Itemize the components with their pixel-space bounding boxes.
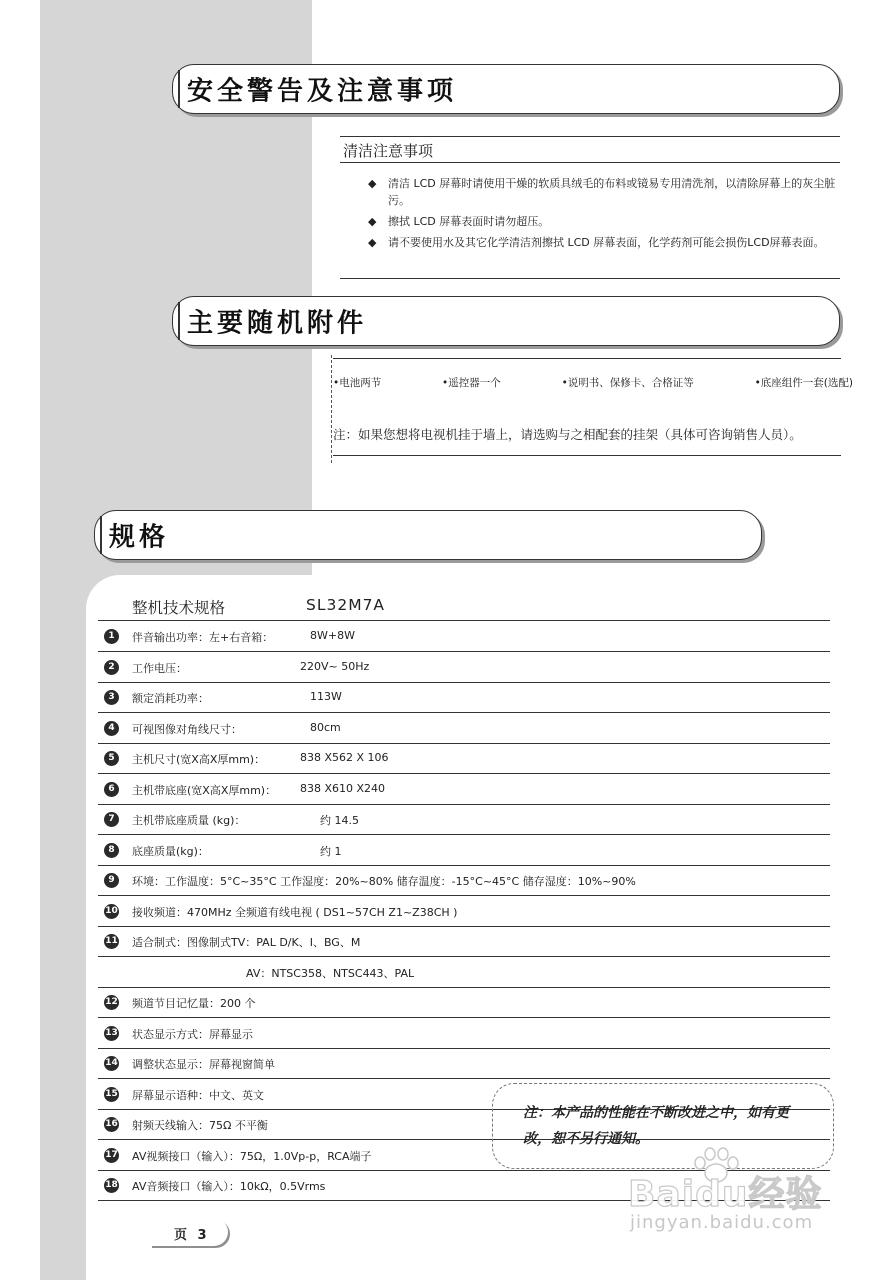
footer-note-box xyxy=(492,1083,834,1169)
safety-title: 安全警告及注意事项 xyxy=(187,76,458,107)
spec-label: 伴音输出功率：左+右音箱： xyxy=(132,631,274,644)
spec-label: 可视图像对角线尺寸： xyxy=(132,722,242,736)
row-number-badge: 1 xyxy=(104,629,119,644)
list-item: ◆ 请不要使用水及其它化学清洁剂擦拭 LCD 屏幕表面，化学药剂可能会损伤LCD屏幕表面。 xyxy=(368,236,825,249)
row-number-badge: 7 xyxy=(104,812,119,827)
table-row xyxy=(98,866,830,896)
watermark-url: jingyan.baidu.com xyxy=(630,1212,814,1233)
row-number-badge: 2 xyxy=(104,660,119,675)
spec-label: 屏幕显示语种：中文、英文 xyxy=(132,1088,264,1102)
spec-label: 额定消耗功率： xyxy=(132,692,209,705)
table-row xyxy=(98,744,830,774)
table-row xyxy=(98,683,830,713)
spec-heading: 整机技术规格 xyxy=(132,599,226,617)
row-number-badge: 12 xyxy=(104,995,119,1010)
accessories-bottom-rule xyxy=(333,455,841,456)
spec-label: 频道节目记忆量：200 个 xyxy=(132,997,256,1010)
cleaning-title-rule xyxy=(340,162,840,163)
spec-label: AV视频接口（输入）：75Ω，1.0Vp-p，RCA端子 xyxy=(132,1149,372,1163)
table-row xyxy=(98,897,830,927)
watermark-brand: Baidu经验 xyxy=(628,1174,823,1215)
spec-value: 838 X610 X240 xyxy=(300,781,386,795)
accessories-dashed-rule xyxy=(331,355,332,463)
spec-label: 射频天线输入：75Ω 不平衡 xyxy=(132,1119,268,1132)
row-number-badge: 11 xyxy=(104,934,119,949)
row-number-badge: 3 xyxy=(104,690,119,705)
spec-value: 80cm xyxy=(310,720,341,734)
spec-label: 工作电压： xyxy=(132,661,187,675)
cleaning-title: 清洁注意事项 xyxy=(343,142,434,160)
row-number-badge: 18 xyxy=(104,1178,119,1193)
list-item: •底座组件一套(选配) xyxy=(754,377,853,389)
section-tab-accessories xyxy=(172,296,840,346)
spec-label: 主机带底座(宽X高X厚mm)： xyxy=(132,783,277,797)
table-row xyxy=(98,836,830,866)
spec-value: 约 1 xyxy=(320,844,342,858)
cleaning-list xyxy=(368,175,838,255)
spec-model: SL32M7A xyxy=(306,596,386,614)
tab-tick-accessories xyxy=(178,302,180,340)
list-item: •遥控器一个 xyxy=(442,377,501,389)
accessories-list xyxy=(333,375,853,390)
wall-mount-note: 注：如果您想将电视机挂于墙上，请选购与之相配套的挂架（具体可咨询销售人员）。 xyxy=(333,427,802,442)
table-row xyxy=(98,927,830,957)
list-item: ◆ 清洁 LCD 屏幕时请使用干燥的软质具绒毛的布料或镜易专用清洗剂，以清除屏幕上的灰尘脏污。 xyxy=(368,177,836,207)
row-number-badge: 16 xyxy=(104,1117,119,1132)
section-tab-safety xyxy=(172,64,840,114)
row-number-badge: 6 xyxy=(104,782,119,797)
row-number-badge: 4 xyxy=(104,721,119,736)
spec-label: AV音频接口（输入）：10kΩ，0.5Vrms xyxy=(132,1180,326,1193)
section-tab-specs xyxy=(94,510,762,560)
spec-label: 接收频道：470MHz 全频道有线电视 ( DS1~57CH Z1~Z38CH ) xyxy=(132,905,458,919)
table-row xyxy=(98,653,830,683)
spec-label: 适合制式：图像制式TV：PAL D/K、I、BG、M xyxy=(132,936,361,949)
spec-label: 主机尺寸(宽X高X厚mm)： xyxy=(132,753,266,766)
row-number-badge: 5 xyxy=(104,751,119,766)
diamond-bullet-icon: ◆ xyxy=(368,177,377,190)
spec-value: 8W+8W xyxy=(310,629,355,642)
table-row xyxy=(98,805,830,835)
spec-label: 底座质量(kg)： xyxy=(132,844,209,858)
spec-value: 220V~ 50Hz xyxy=(300,659,370,673)
row-number-badge: 15 xyxy=(104,1087,119,1102)
footer-note: 注：本产品的性能在不断改进之中，如有更改，恕不另行通知。 xyxy=(523,1105,789,1147)
spec-label: 主机带底座质量 (kg)： xyxy=(132,814,246,827)
list-item: •说明书、保修卡、合格证等 xyxy=(561,377,694,389)
table-row xyxy=(98,622,830,652)
spec-value: 约 14.5 xyxy=(320,814,359,827)
diamond-bullet-icon: ◆ xyxy=(368,236,377,249)
list-item: •电池两节 xyxy=(333,377,382,389)
row-number-badge: 8 xyxy=(104,843,119,858)
table-row xyxy=(98,988,830,1018)
page-number-tab xyxy=(150,1218,228,1246)
table-row xyxy=(98,714,830,744)
diamond-bullet-icon: ◆ xyxy=(368,215,377,228)
table-row xyxy=(98,775,830,805)
tab-tick-specs xyxy=(100,516,102,554)
spec-label: 状态显示方式：屏幕显示 xyxy=(132,1027,253,1041)
row-number-badge: 17 xyxy=(104,1148,119,1163)
cleaning-bottom-rule xyxy=(340,278,840,279)
spec-value: 113W xyxy=(310,690,342,703)
table-row xyxy=(98,1049,830,1079)
cleaning-top-rule xyxy=(340,136,840,137)
spec-value: AV：NTSC358、NTSC443、PAL xyxy=(246,966,415,980)
accessories-title: 主要随机附件 xyxy=(187,308,368,339)
accessories-top-rule xyxy=(333,358,841,359)
spec-label: 环境：工作温度：5°C~35°C 工作湿度：20%~80% 储存温度：-15°C~45°C 储存湿度：10%~90% xyxy=(132,875,636,888)
list-item: ◆ 擦拭 LCD 屏幕表面时请勿超压。 xyxy=(368,215,550,228)
specs-title: 规格 xyxy=(109,522,170,553)
row-number-badge: 14 xyxy=(104,1056,119,1071)
spec-heading-rule xyxy=(98,620,830,621)
row-number-badge: 10 xyxy=(104,904,119,919)
table-row xyxy=(98,1019,830,1049)
page-number: 页 3 xyxy=(174,1228,210,1243)
spec-label: 调整状态显示：屏幕视窗简单 xyxy=(132,1058,275,1071)
row-number-badge: 9 xyxy=(104,873,119,888)
row-number-badge: 13 xyxy=(104,1026,119,1041)
spec-value: 838 X562 X 106 xyxy=(300,751,389,764)
tab-tick-safety xyxy=(178,70,180,108)
table-row xyxy=(98,958,830,988)
